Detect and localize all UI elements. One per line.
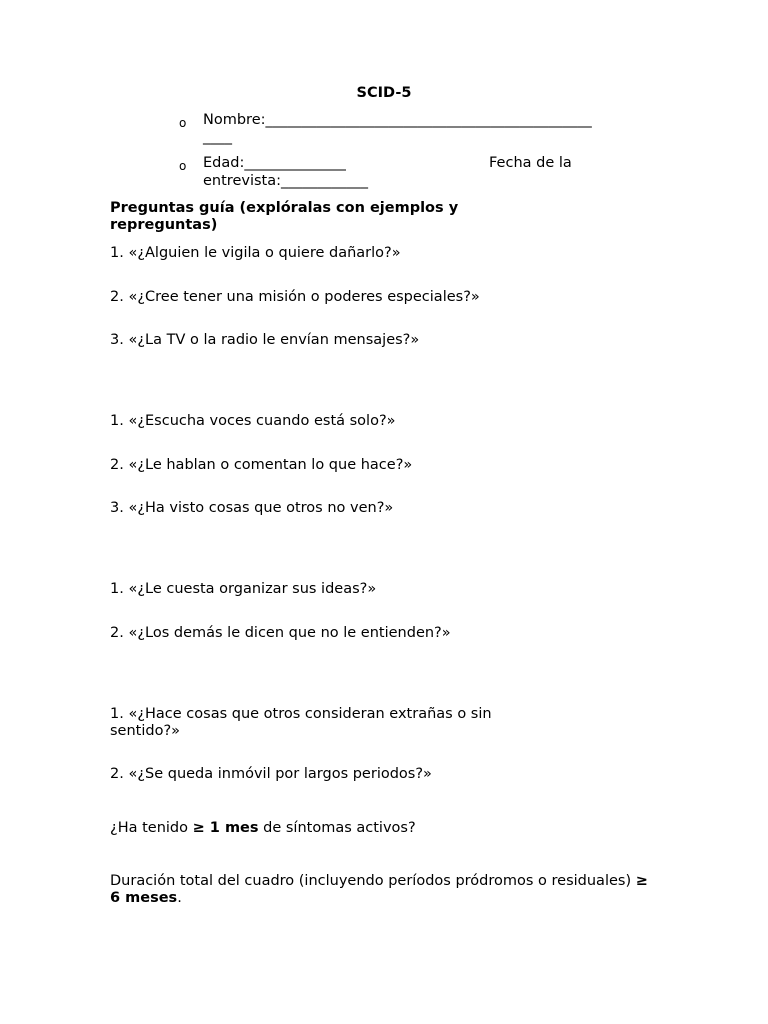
nombre-field-continuation: ____: [203, 129, 232, 145]
question-item: 3. «¿Ha visto cosas que otros no ven?»: [110, 500, 394, 516]
question-item: 2. «¿Los demás le dicen que no le entienden?»: [110, 625, 451, 641]
heading-line: Preguntas guía (explóralas con ejemplos y: [110, 200, 459, 216]
duration-question-pre: ¿Ha tenido: [110, 820, 193, 836]
bullet-marker: o: [179, 116, 187, 130]
total-duration-pre: Duración total del cuadro (incluyendo períodos pródromos o residuales): [110, 873, 636, 889]
duration-question: [110, 820, 670, 837]
nombre-field: [203, 112, 592, 129]
question-item: 1. «¿Le cuesta organizar sus ideas?»: [110, 581, 377, 597]
total-duration-post: .: [177, 890, 182, 906]
document-title: SCID-5: [356, 85, 412, 101]
question-item: 2. «¿Cree tener una misión o poderes especiales?»: [110, 289, 480, 305]
fecha-field: entrevista:____________: [203, 173, 368, 189]
question-item: 2. «¿Se queda inmóvil por largos periodos?»: [110, 766, 432, 782]
total-duration-emphasis: ≥ 6 meses: [110, 873, 648, 906]
edad-field: Edad:______________: [203, 155, 346, 171]
question-item: 1. «¿Hace cosas que otros consideran extrañas o sin sentido?»: [110, 706, 492, 739]
heading-line: repreguntas): [110, 217, 218, 233]
section-heading: [110, 200, 470, 234]
total-duration-statement: [110, 873, 660, 907]
question-item: 1. «¿Escucha voces cuando está solo?»: [110, 413, 396, 429]
question-item: 2. «¿Le hablan o comentan lo que hace?»: [110, 457, 413, 473]
fecha-label: Fecha de la: [489, 155, 572, 171]
duration-question-emphasis: ≥ 1 mes: [192, 820, 259, 836]
question-item: 3. «¿La TV o la radio le envían mensajes?»: [110, 332, 420, 348]
question-item: 1. «¿Alguien le vigila o quiere dañarlo?»: [110, 245, 401, 261]
bullet-marker: o: [179, 159, 187, 173]
duration-question-post: de síntomas activos?: [258, 820, 416, 836]
nombre-label: Nombre:_____________________________________________: [203, 112, 592, 128]
